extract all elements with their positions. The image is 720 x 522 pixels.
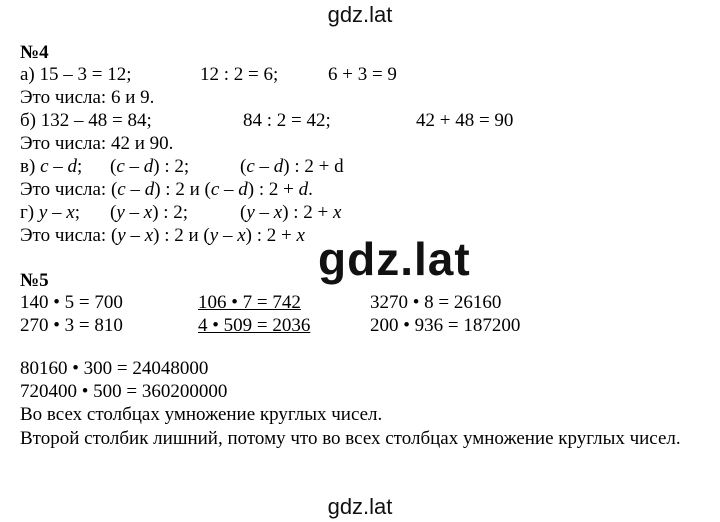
task5-row1-col3: 3270 • 8 = 26160 [370, 292, 502, 313]
task5-extra-line2: 720400 • 500 = 360200000 [20, 381, 228, 402]
task5-row1-col1: 140 • 5 = 700 [20, 292, 123, 313]
task5-heading: №5 [20, 270, 49, 291]
task4-v-expr3: (c – d) : 2 + d [240, 156, 344, 177]
task5-extra-line1: 80160 • 300 = 24048000 [20, 358, 209, 379]
task4-v-answer: Это числа: (c – d) : 2 и (c – d) : 2 + d. [20, 179, 313, 200]
task4-a-expr3: 6 + 3 = 9 [328, 64, 397, 85]
task4-a-expr1: а) 15 – 3 = 12; [20, 64, 132, 85]
task4-v-expr2: (c – d) : 2; [110, 156, 190, 177]
task4-v-expr1: в) c – d; [20, 156, 83, 177]
task4-a-expr2: 12 : 2 = 6; [200, 64, 279, 85]
task5-row2-col3: 200 • 936 = 187200 [370, 315, 521, 336]
task5-row1-col2: 106 • 7 = 742 [198, 292, 301, 313]
task5-note2: Второй столбик лишний, потому что во всех столбцах умножение круглых чисел. [20, 428, 681, 449]
task4-g-expr1: г) y – x; [20, 202, 81, 223]
task5-row2-col1: 270 • 3 = 810 [20, 315, 123, 336]
watermark-bottom: gdz.lat [327, 494, 393, 519]
task4-b-answer: Это числа: 42 и 90. [20, 133, 174, 154]
task4-heading: №4 [20, 42, 49, 63]
task4-g-answer: Это числа: (y – x) : 2 и (y – x) : 2 + x [20, 225, 305, 246]
watermark-top: gdz.lat [327, 2, 393, 27]
task5-note1: Во всех столбцах умножение круглых чисел. [20, 404, 383, 425]
watermark-center: gdz.lat [318, 233, 471, 285]
task4-b-expr3: 42 + 48 = 90 [416, 110, 514, 131]
task4-a-answer: Это числа: 6 и 9. [20, 87, 155, 108]
task4-g-expr3: (y – x) : 2 + x [240, 202, 342, 223]
task4-g-expr2: (y – x) : 2; [110, 202, 189, 223]
task4-b-expr1: б) 132 – 48 = 84; [20, 110, 152, 131]
task4-b-expr2: 84 : 2 = 42; [243, 110, 331, 131]
task5-row2-col2: 4 • 509 = 2036 [198, 315, 311, 336]
